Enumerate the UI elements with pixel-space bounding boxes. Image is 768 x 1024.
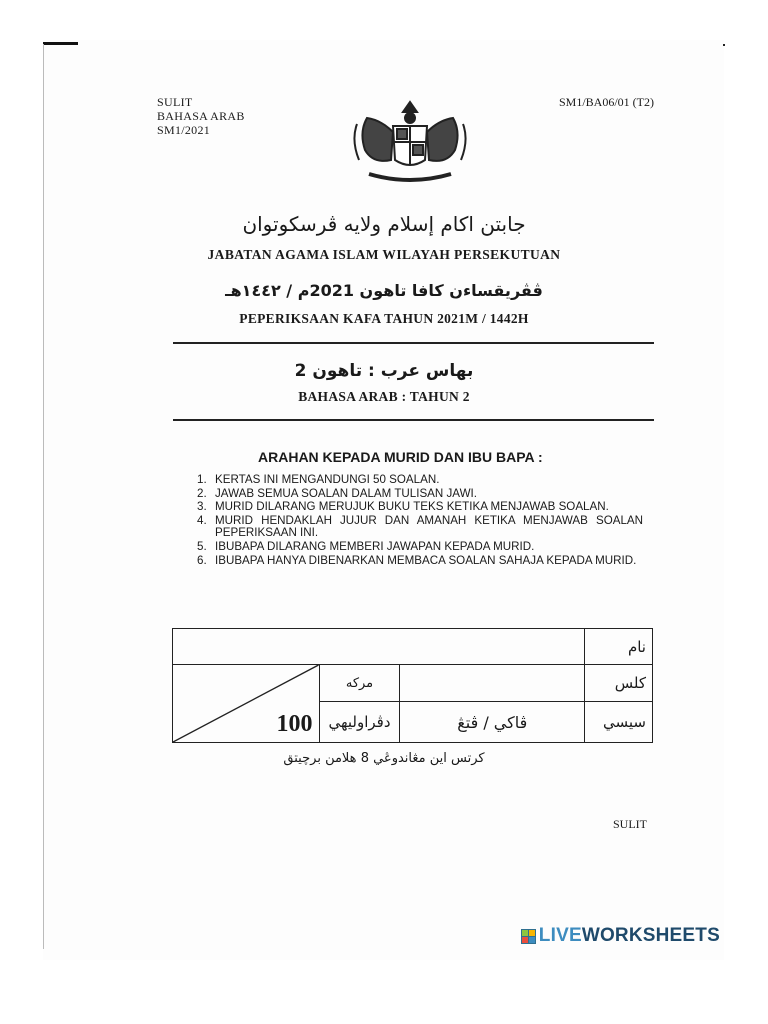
header-left-block (157, 95, 245, 137)
instructions-list (197, 474, 643, 568)
instructions-title: ARAHAN KEPADA MURID DAN IBU BAPA : (258, 449, 543, 465)
divider-top (173, 342, 654, 344)
session-label: سيسي (585, 702, 653, 743)
footer-sulit: SULIT (613, 817, 647, 831)
list-item: 2. JAWAB SEMUA SOALAN DALAM TULISAN JAWI. (197, 486, 477, 500)
class-label: كلس (585, 665, 653, 702)
coat-of-arms-icon (345, 98, 475, 190)
liveworksheets-icon (521, 929, 536, 944)
total-marks: 100 (276, 711, 313, 737)
scan-edge-line (43, 44, 44, 949)
marks-diagonal-cell (173, 665, 320, 743)
list-item: 1. KERTAS INI MENGANDUNGI 50 SOALAN. (197, 473, 440, 486)
obtained-marks-label: دڤراوليهي (319, 702, 400, 743)
header-sulit: SULIT (157, 95, 193, 109)
exam-title: PEPERIKSAAN KAFA TAHUN 2021M / 1442H (239, 311, 529, 326)
department-name: JABATAN AGAMA ISLAM WILAYAH PERSEKUTUAN (207, 247, 561, 262)
header-subject: BAHASA ARAB (157, 109, 245, 123)
class-input[interactable] (400, 665, 585, 702)
list-item: 6. IBUBAPA HANYA DIBENARKAN MEMBACA SOALAN SAHAJA KEPADA MURID. (197, 553, 637, 567)
exam-title-jawi: ڤڤريقساءن كافا تاهون 2021م / ١٤٤٢هـ (225, 281, 543, 300)
list-item: 5. IBUBAPA DILARANG MEMBERI JAWAPAN KEPADA MURID. (197, 539, 535, 553)
header-exam-code: SM1/BA06/01 (T2) (558, 95, 654, 109)
scan-edge-dot (723, 44, 725, 46)
student-info-table (172, 628, 653, 743)
list-item: 4. MURID HENDAKLAH JUJUR DAN AMANAH KETIKA MENJAWAB SOALAN PEPERIKSAAN INI. (197, 513, 643, 540)
divider-bottom (173, 419, 654, 421)
marks-label: مركه (319, 665, 400, 702)
list-item: 3. MURID DILARANG MERUJUK BUKU TEKS KETIKA MENJAWAB SOALAN. (197, 500, 609, 514)
scan-edge-mark (43, 42, 78, 45)
name-input[interactable] (173, 629, 585, 665)
liveworksheets-logo[interactable] (521, 925, 720, 947)
header-paper-code: SM1/2021 (157, 123, 211, 137)
pages-note: كرتس اين مڠاندوڠي 8 هلامن برچيتق (283, 751, 485, 766)
department-name-jawi: جابتن اکام إسلام ولايه ڤرسکوتوان (242, 212, 526, 236)
subject-jawi: بهاس عرب : تاهون 2 (294, 361, 474, 381)
session-options[interactable]: ڤاکي / ڤتڠ (400, 702, 585, 743)
name-label: نام (585, 629, 653, 665)
subject-title: BAHASA ARAB : TAHUN 2 (298, 389, 470, 404)
liveworksheets-wordmark: LIVEWORKSHEETS (538, 925, 720, 946)
